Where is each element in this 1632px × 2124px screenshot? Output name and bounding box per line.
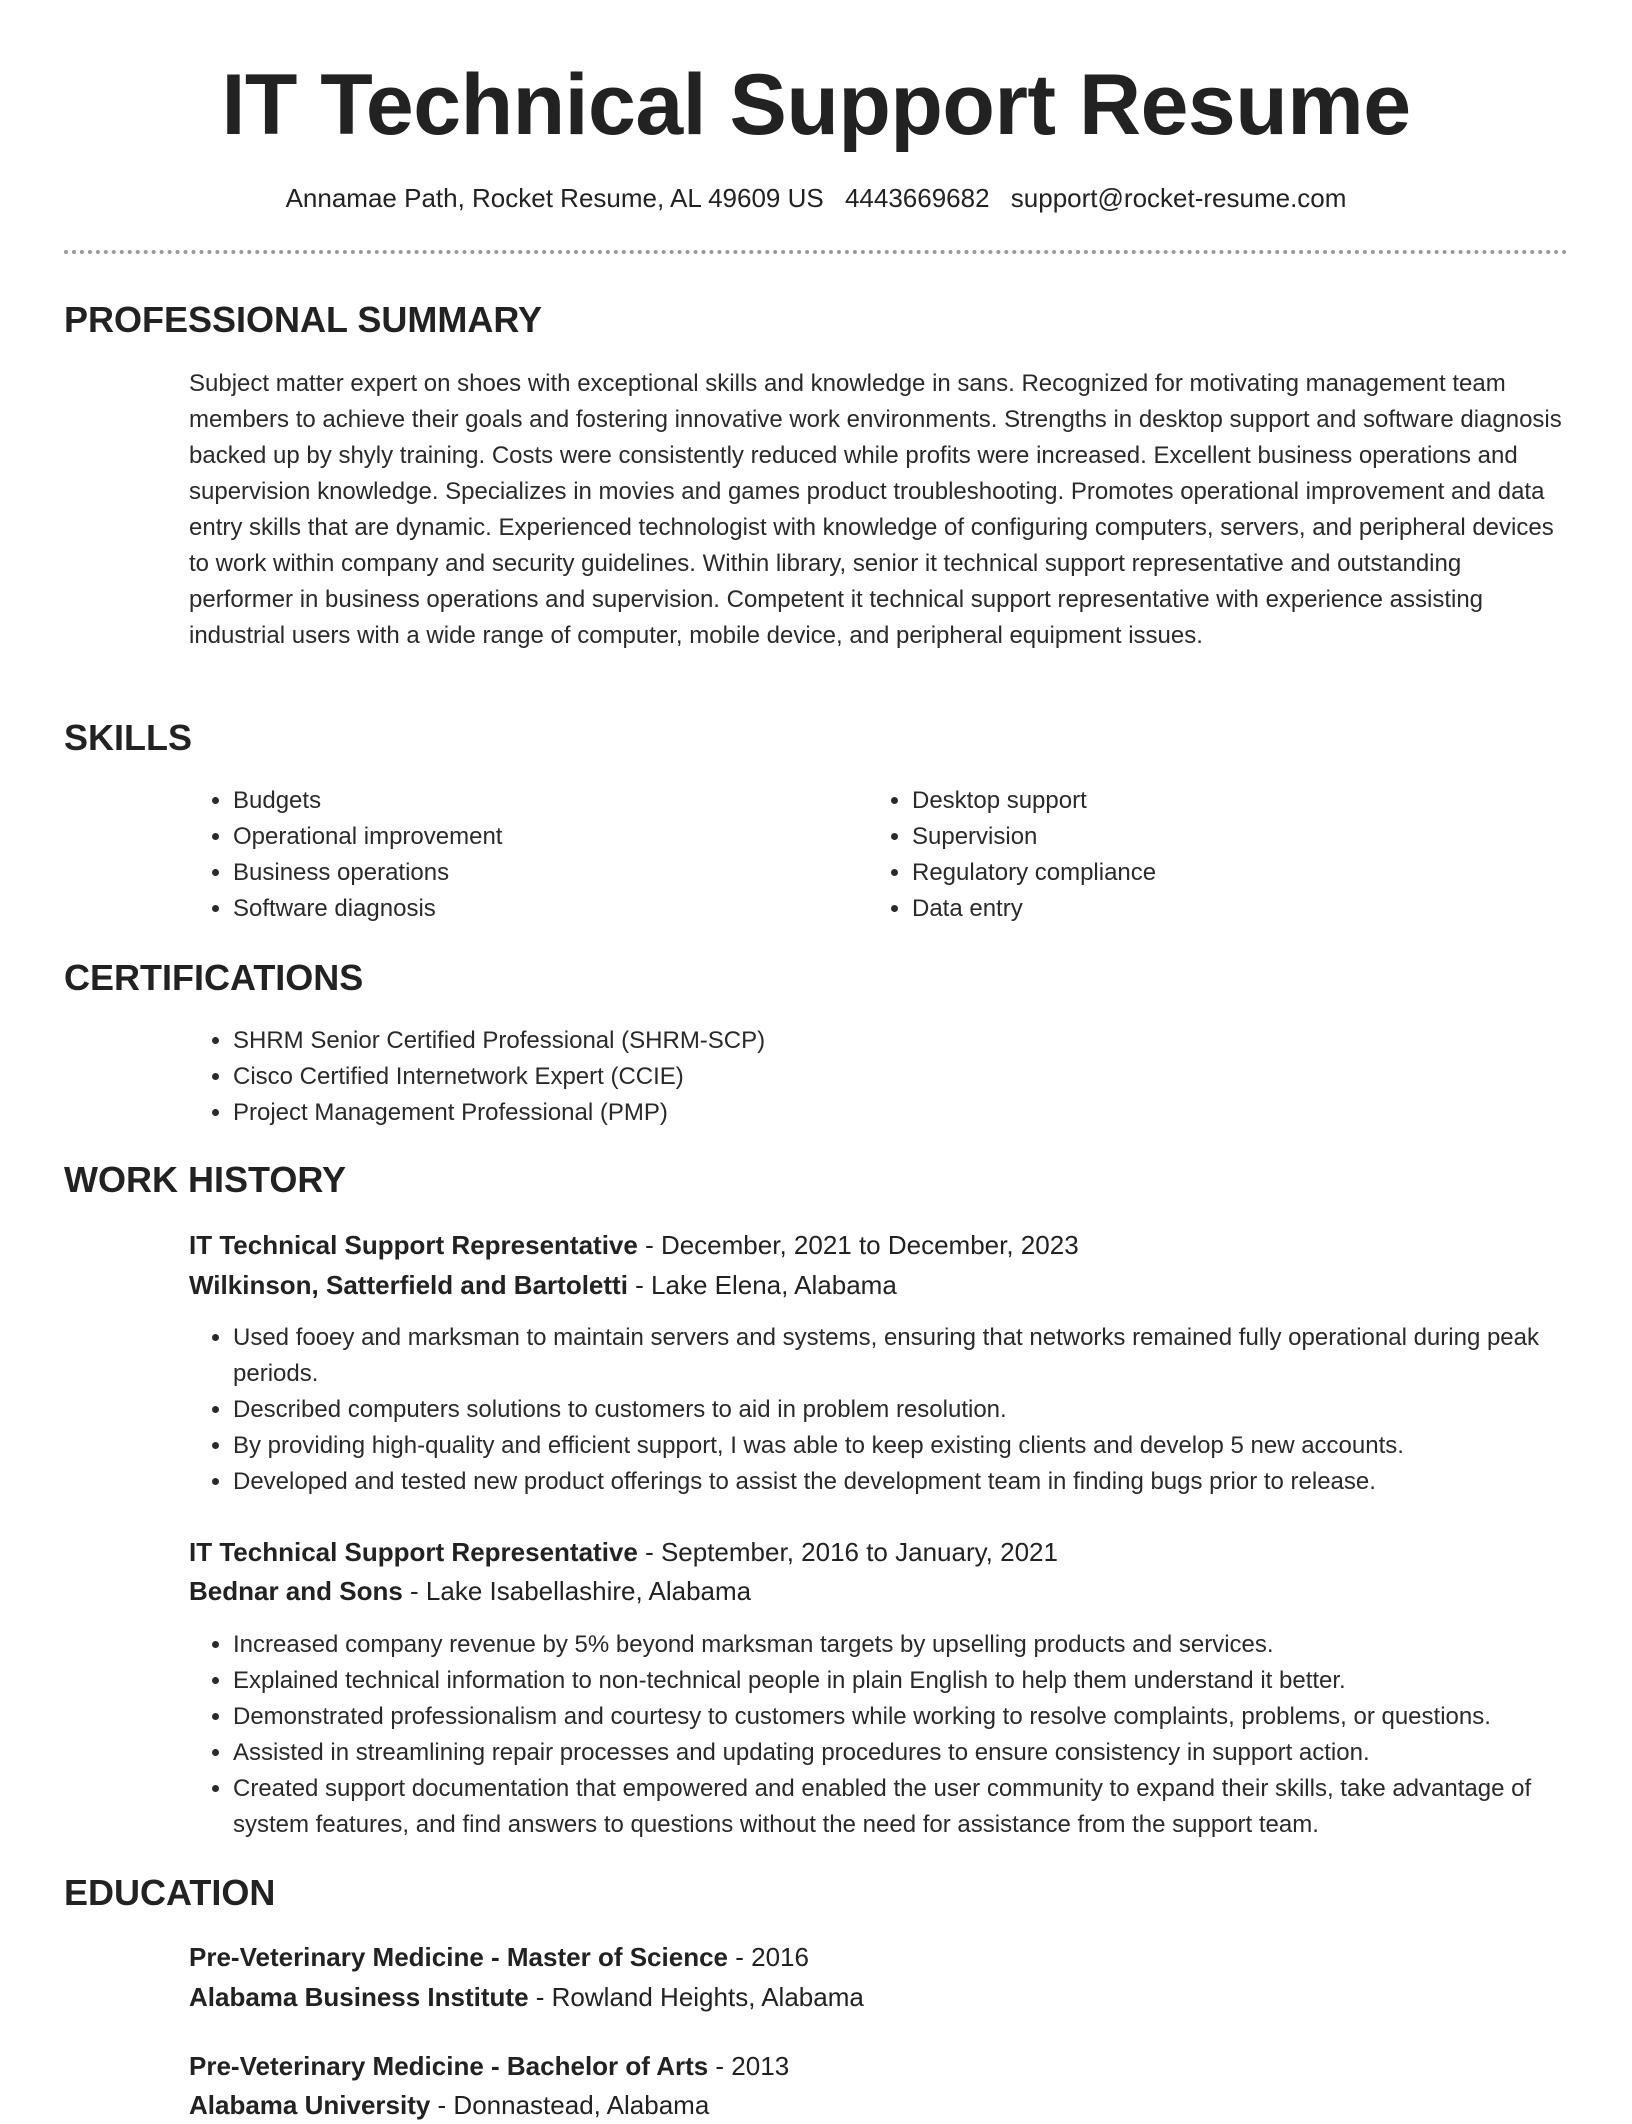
job-bullet: • Described computers solutions to customers to aid in problem resolution. xyxy=(233,1392,1613,1428)
education-degree: Pre-Veterinary Medicine - Bachelor of Arts xyxy=(189,2051,709,2081)
job-bullet: • Explained technical information to non-technical people in plain English to help them understand it better. xyxy=(233,1663,1613,1699)
job-bullet: • Used fooey and marksman to maintain servers and systems, ensuring that networks remained fully operational during peak periods. xyxy=(233,1320,1613,1392)
certification-item: • Project Management Professional (PMP) xyxy=(233,1095,1613,1131)
certification-item: • SHRM Senior Certified Professional (SHRM-SCP) xyxy=(233,1023,1613,1059)
education-degree-line xyxy=(189,1938,809,1976)
education-school-line xyxy=(189,1978,864,2016)
skill-item: • Regulatory compliance xyxy=(912,855,1592,891)
job-title-line xyxy=(189,1533,1058,1571)
education-school: Alabama Business Institute xyxy=(189,1982,529,2012)
skills-list-left xyxy=(189,783,853,927)
skill-item: • Business operations xyxy=(233,855,853,891)
certifications-list xyxy=(189,1023,1613,1131)
skill-item: • Desktop support xyxy=(912,783,1592,819)
contact-email: support@rocket-resume.com xyxy=(1010,183,1347,213)
education-school-line xyxy=(189,2086,709,2124)
job-company: Wilkinson, Satterfield and Bartoletti xyxy=(189,1270,628,1300)
job-bullet: • By providing high-quality and efficient support, I was able to keep existing clients and develop 5 new accounts. xyxy=(233,1428,1613,1464)
education-degree: Pre-Veterinary Medicine - Master of Science xyxy=(189,1942,728,1972)
job-bullet: • Increased company revenue by 5% beyond marksman targets by upselling products and services. xyxy=(233,1627,1613,1663)
work-history-heading: WORK HISTORY xyxy=(64,1159,347,1200)
job-location: - Lake Elena, Alabama xyxy=(627,1270,897,1300)
education-year: - 2013 xyxy=(708,2051,790,2081)
job-dates: - September, 2016 to January, 2021 xyxy=(637,1537,1058,1567)
education-location: - Donnastead, Alabama xyxy=(430,2090,710,2120)
education-location: - Rowland Heights, Alabama xyxy=(528,1982,864,2012)
job-company: Bednar and Sons xyxy=(189,1576,403,1606)
job-bullet: • Demonstrated professionalism and courtesy to customers while working to resolve complaints, problems, or questions. xyxy=(233,1699,1613,1735)
skill-item: • Supervision xyxy=(912,819,1592,855)
skill-item: • Data entry xyxy=(912,891,1592,927)
skills-heading: SKILLS xyxy=(64,717,193,758)
job-title-line xyxy=(189,1226,1079,1264)
resume-title: IT Technical Support Resume xyxy=(221,57,1411,153)
job-location: - Lake Isabellashire, Alabama xyxy=(402,1576,752,1606)
summary-text: Subject matter expert on shoes with exceptional skills and knowledge in sans. Recognized for motivating management team members to achieve their goals and fostering innovative work environments. Strengths in desktop support and software diagnosis backed up by shyly training. Costs were consistently reduced while profits were increased. Excellent business operations and supervision knowledge. Specializes in movies and games product troubleshooting. Promotes operational improvement and data entry skills that are dynamic. Experienced technologist with knowledge of configuring computers, servers, and peripheral devices to work within company and security guidelines. Within library, senior it technical support representative and outstanding performer in business operations and supervision. Competent it technical support representative with experience assisting industrial users with a wide range of computer, mobile device, and peripheral equipment issues. xyxy=(189,370,1562,649)
contact-phone: 4443669682 xyxy=(844,183,990,213)
certifications-heading: CERTIFICATIONS xyxy=(64,957,364,998)
skill-item: • Operational improvement xyxy=(233,819,853,855)
job-bullet: • Developed and tested new product offerings to assist the development team in finding bugs prior to release. xyxy=(233,1464,1613,1500)
job-company-line xyxy=(189,1572,751,1610)
contact-line xyxy=(0,180,1632,216)
job-dates: - December, 2021 to December, 2023 xyxy=(637,1230,1079,1260)
job-bullet: • Created support documentation that empowered and enabled the user community to expand their skills, take advantage of system features, and find answers to questions without the need for assistance from the support team. xyxy=(233,1771,1613,1843)
contact-address: Annamae Path, Rocket Resume, AL 49609 US xyxy=(285,183,824,213)
skills-list-right xyxy=(868,783,1592,927)
education-school: Alabama University xyxy=(189,2090,431,2120)
header-divider xyxy=(64,250,1568,254)
certification-item: • Cisco Certified Internetwork Expert (CCIE) xyxy=(233,1059,1613,1095)
summary-heading: PROFESSIONAL SUMMARY xyxy=(64,299,543,340)
skill-item: • Budgets xyxy=(233,783,853,819)
job-bullet: • Assisted in streamlining repair processes and updating procedures to ensure consistency in support action. xyxy=(233,1735,1613,1771)
job-bullets xyxy=(189,1627,1613,1843)
job-role: IT Technical Support Representative xyxy=(189,1537,638,1567)
education-year: - 2016 xyxy=(728,1942,809,1972)
job-company-line xyxy=(189,1266,897,1304)
job-role: IT Technical Support Representative xyxy=(189,1230,638,1260)
skill-item: • Software diagnosis xyxy=(233,891,853,927)
education-degree-line xyxy=(189,2047,789,2085)
job-bullets xyxy=(189,1320,1613,1500)
education-heading: EDUCATION xyxy=(64,1872,276,1913)
